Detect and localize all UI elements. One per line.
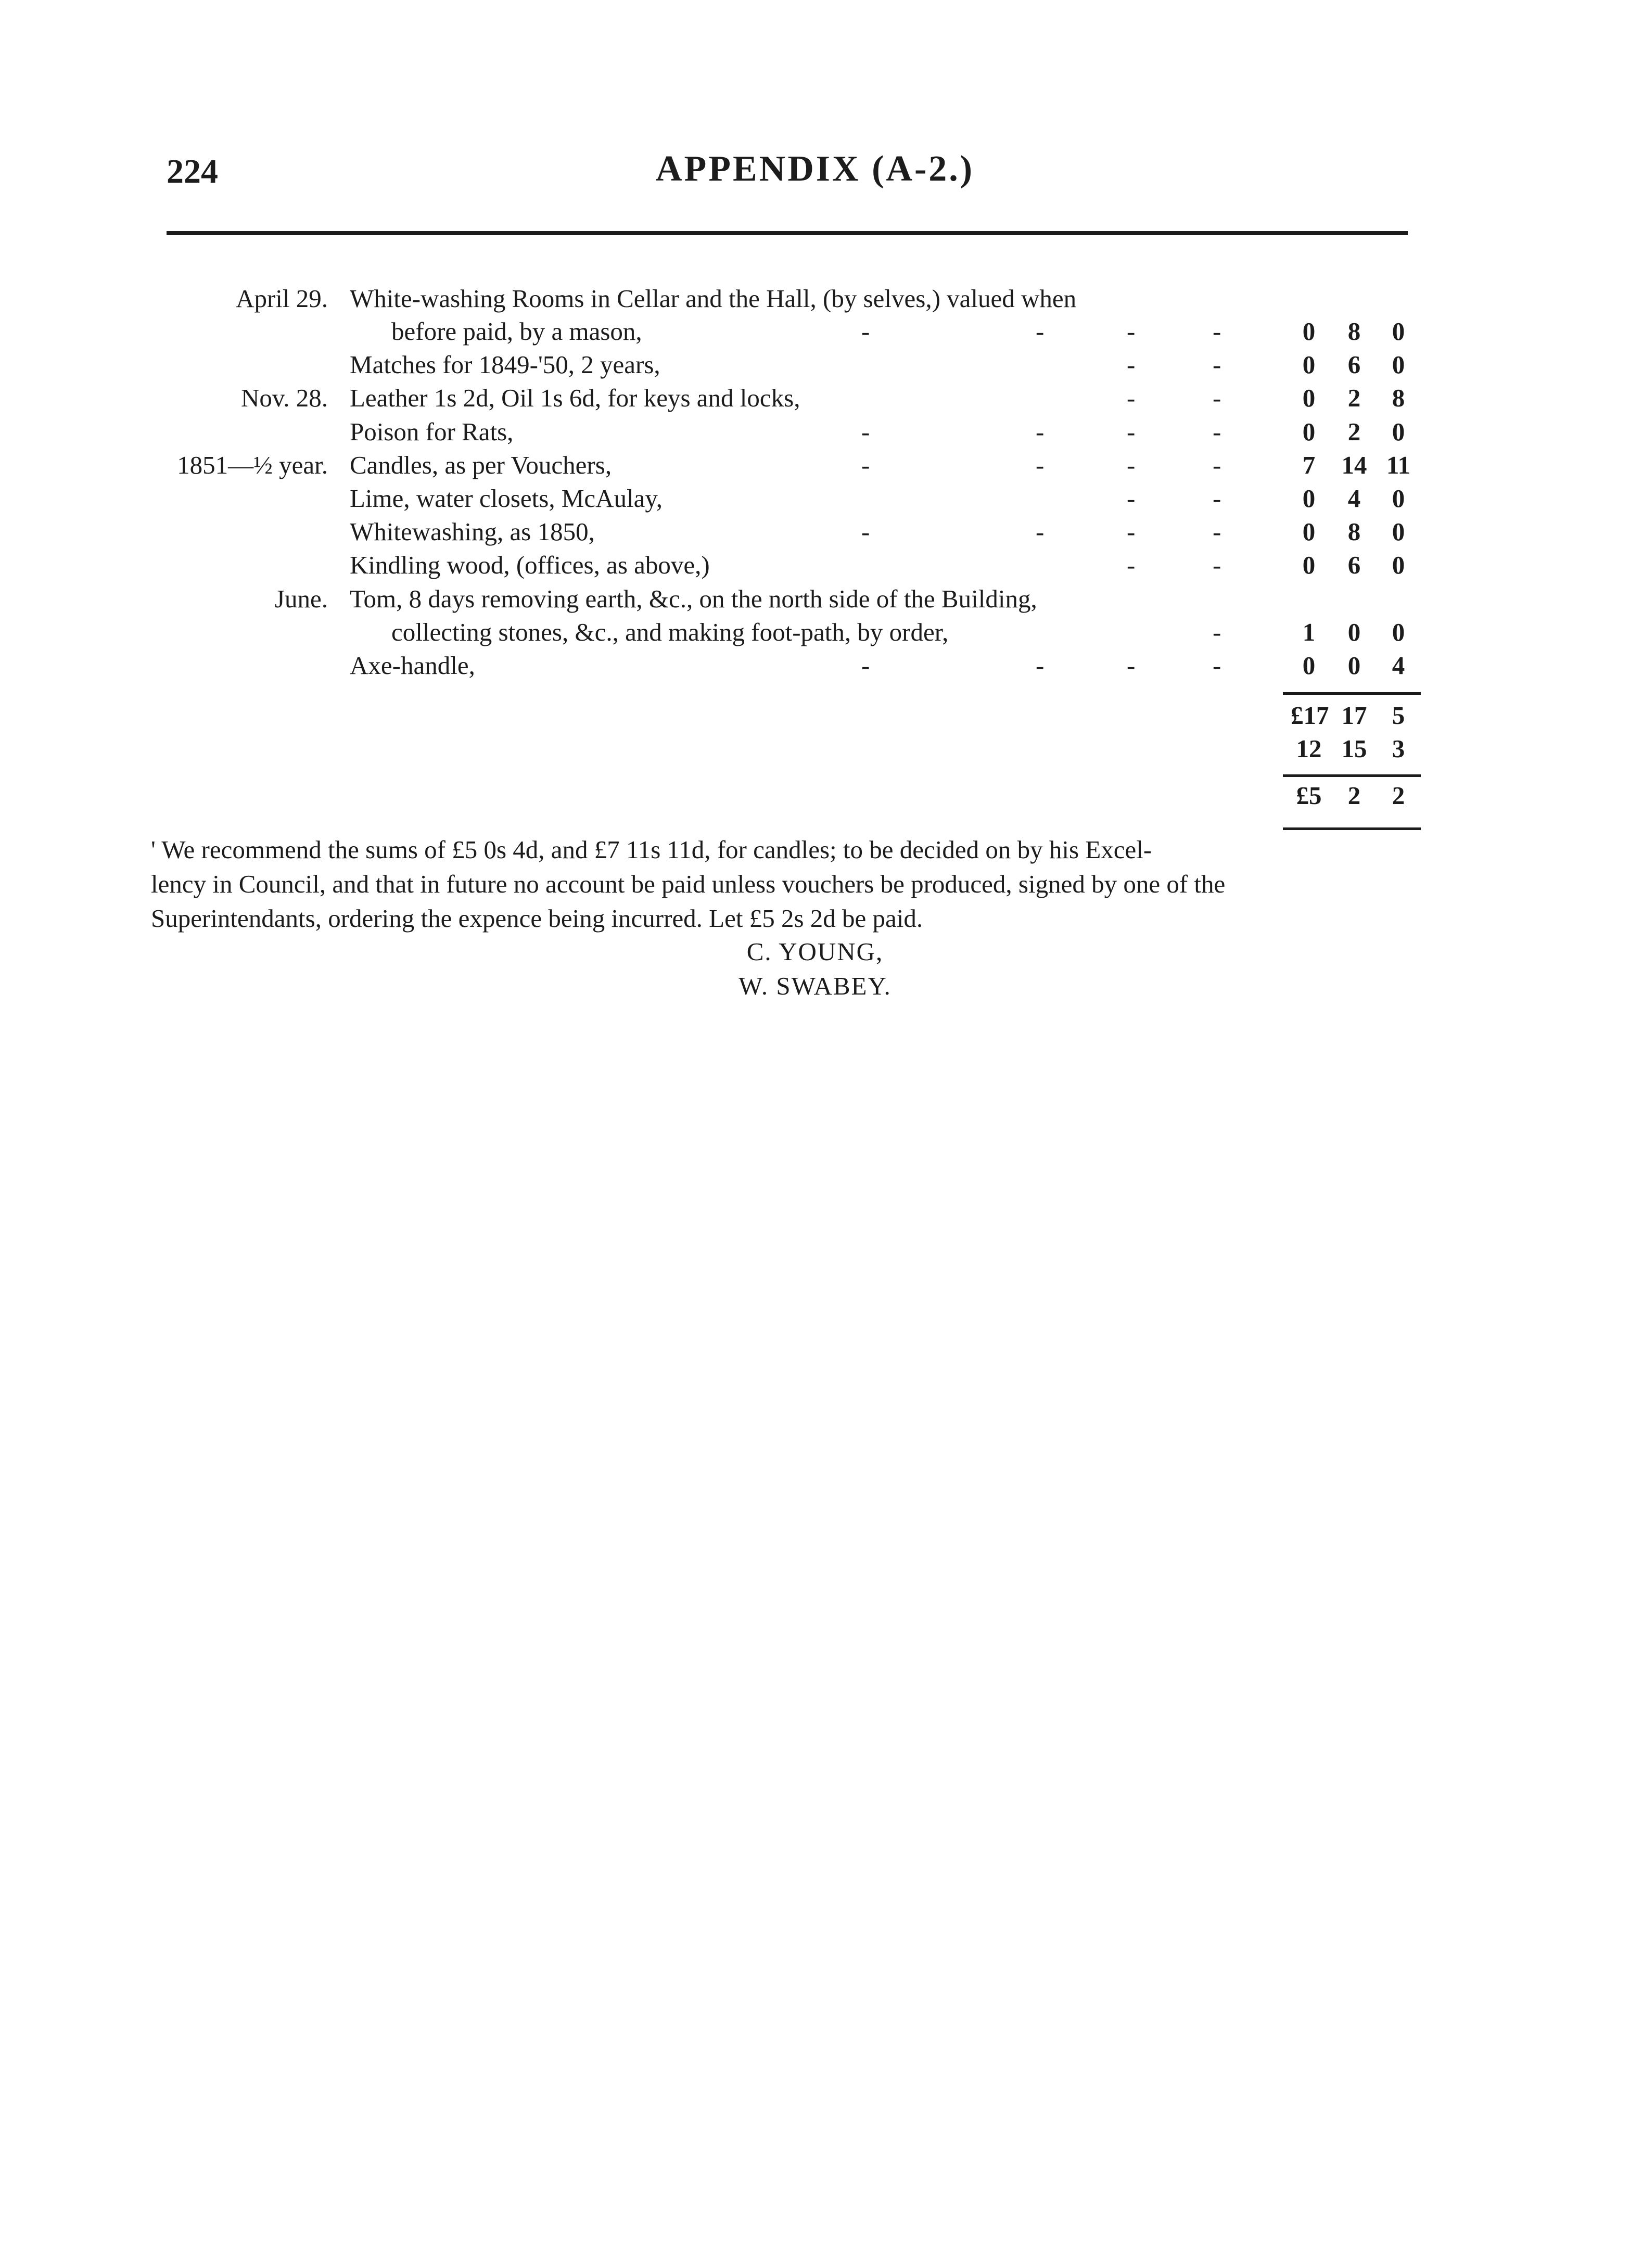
pounds-cell: £17 xyxy=(1291,701,1329,730)
signature-swabey: W. SWABEY. xyxy=(738,972,892,1000)
leader-dash: - xyxy=(1127,417,1136,446)
pounds-cell: 1 xyxy=(1302,618,1316,646)
leader-dash: - xyxy=(1213,417,1221,446)
pence-cell: 0 xyxy=(1392,618,1405,646)
total-row xyxy=(0,700,1630,734)
leader-dash: - xyxy=(861,517,870,546)
shillings-cell: 17 xyxy=(1341,701,1367,730)
note-line: ' We recommend the sums of £5 0s 4d, and £7 11s 11d, for candles; to be decided on by his Excel- xyxy=(151,835,1152,864)
entry-description: White-washing Rooms in Cellar and the Hall, (by selves,) valued when xyxy=(350,284,1077,313)
entry-date: Nov. 28. xyxy=(241,384,328,412)
leader-dash: - xyxy=(1127,451,1136,479)
ledger-row xyxy=(0,316,1630,350)
pounds-cell: 0 xyxy=(1302,484,1316,513)
shillings-cell: 2 xyxy=(1347,384,1361,412)
leader-dash: - xyxy=(1213,618,1221,646)
entry-description: Axe-handle, xyxy=(350,651,475,680)
leader-dash: - xyxy=(1127,551,1136,579)
leader-dash: - xyxy=(1036,417,1045,446)
ledger-row xyxy=(0,450,1630,483)
leader-dash: - xyxy=(1213,484,1221,513)
leader-dash: - xyxy=(1036,517,1045,546)
pounds-cell: 12 xyxy=(1296,734,1322,763)
ledger-row xyxy=(0,417,1630,450)
leader-dash: - xyxy=(1127,517,1136,546)
shillings-cell: 15 xyxy=(1341,734,1367,763)
entry-date: June. xyxy=(274,584,328,613)
entry-description: collecting stones, &c., and making foot-path, by order, xyxy=(391,618,949,646)
leader-dash: - xyxy=(1213,317,1221,346)
page-number: 224 xyxy=(167,152,218,190)
pence-cell: 4 xyxy=(1392,651,1405,680)
pounds-cell: 7 xyxy=(1302,451,1316,479)
ledger-row xyxy=(0,584,1630,617)
leader-dash: - xyxy=(861,317,870,346)
ledger-row xyxy=(0,383,1630,416)
shillings-cell: 8 xyxy=(1347,517,1361,546)
difference-rule xyxy=(1283,774,1421,777)
recommendation-note xyxy=(151,833,1410,936)
leader-dash: - xyxy=(861,651,870,680)
shillings-cell: 2 xyxy=(1347,781,1361,810)
shillings-cell: 8 xyxy=(1347,317,1361,346)
pounds-cell: 0 xyxy=(1302,417,1316,446)
note-line: Superintendants, ordering the expence being incurred. Let £5 2s 2d be paid. xyxy=(151,904,923,933)
pounds-cell: 0 xyxy=(1302,517,1316,546)
ledger-row xyxy=(0,651,1630,684)
pence-cell: 0 xyxy=(1392,417,1405,446)
entry-description: before paid, by a mason, xyxy=(391,317,642,346)
shillings-cell: 6 xyxy=(1347,350,1361,379)
pence-cell: 11 xyxy=(1386,451,1411,479)
entry-date: April 29. xyxy=(236,284,328,313)
leader-dash: - xyxy=(1213,350,1221,379)
entry-description: Poison for Rats, xyxy=(350,417,514,446)
signature-young: C. YOUNG, xyxy=(746,937,884,966)
entry-description: Leather 1s 2d, Oil 1s 6d, for keys and locks, xyxy=(350,384,800,412)
pounds-cell: £5 xyxy=(1296,781,1322,810)
ledger-row xyxy=(0,517,1630,550)
note-line: lency in Council, and that in future no account be paid unless vouchers be produced, signed by one of the xyxy=(151,870,1226,898)
leader-dash: - xyxy=(1127,350,1136,379)
leader-dash: - xyxy=(1213,384,1221,412)
header-rule xyxy=(167,231,1408,235)
entry-description: Kindling wood, (offices, as above,) xyxy=(350,551,710,579)
shillings-cell: 4 xyxy=(1347,484,1361,513)
entry-description: Lime, water closets, McAulay, xyxy=(350,484,663,513)
leader-dash: - xyxy=(1213,551,1221,579)
entry-description: Candles, as per Vouchers, xyxy=(350,451,612,479)
entry-description: Whitewashing, as 1850, xyxy=(350,517,595,546)
leader-dash: - xyxy=(1213,517,1221,546)
pence-cell: 0 xyxy=(1392,517,1405,546)
pounds-cell: 0 xyxy=(1302,317,1316,346)
ledger-row xyxy=(0,350,1630,383)
leader-dash: - xyxy=(1127,651,1136,680)
pounds-cell: 0 xyxy=(1302,551,1316,579)
leader-dash: - xyxy=(1213,451,1221,479)
entry-date: 1851—½ year. xyxy=(177,451,328,479)
pence-cell: 0 xyxy=(1392,317,1405,346)
pounds-cell: 0 xyxy=(1302,384,1316,412)
leader-dash: - xyxy=(1036,651,1045,680)
leader-dash: - xyxy=(1036,451,1045,479)
running-title: APPENDIX (A-2.) xyxy=(655,149,975,189)
leader-dash: - xyxy=(1036,317,1045,346)
pence-cell: 0 xyxy=(1392,350,1405,379)
pounds-cell: 0 xyxy=(1302,350,1316,379)
pence-cell: 2 xyxy=(1392,781,1405,810)
pence-cell: 5 xyxy=(1392,701,1405,730)
entry-description: Matches for 1849-'50, 2 years, xyxy=(350,350,660,379)
shillings-cell: 14 xyxy=(1341,451,1367,479)
leader-dash: - xyxy=(1127,317,1136,346)
pence-cell: 0 xyxy=(1392,551,1405,579)
leader-dash: - xyxy=(861,417,870,446)
total-row xyxy=(0,734,1630,767)
shillings-cell: 0 xyxy=(1347,618,1361,646)
entry-description: Tom, 8 days removing earth, &c., on the north side of the Building, xyxy=(350,584,1037,613)
ledger-row xyxy=(0,483,1630,517)
pence-cell: 0 xyxy=(1392,484,1405,513)
ledger-row xyxy=(0,550,1630,583)
leader-dash: - xyxy=(1127,384,1136,412)
balance-row xyxy=(0,781,1630,814)
shillings-cell: 2 xyxy=(1347,417,1361,446)
leader-dash: - xyxy=(861,451,870,479)
sum-rule xyxy=(1283,692,1421,695)
pounds-cell: 0 xyxy=(1302,651,1316,680)
ledger-row xyxy=(0,284,1630,317)
pence-cell: 8 xyxy=(1392,384,1405,412)
shillings-cell: 0 xyxy=(1347,651,1361,680)
ledger-row xyxy=(0,617,1630,651)
shillings-cell: 6 xyxy=(1347,551,1361,579)
leader-dash: - xyxy=(1127,484,1136,513)
balance-rule xyxy=(1283,827,1421,830)
pence-cell: 3 xyxy=(1392,734,1405,763)
leader-dash: - xyxy=(1213,651,1221,680)
